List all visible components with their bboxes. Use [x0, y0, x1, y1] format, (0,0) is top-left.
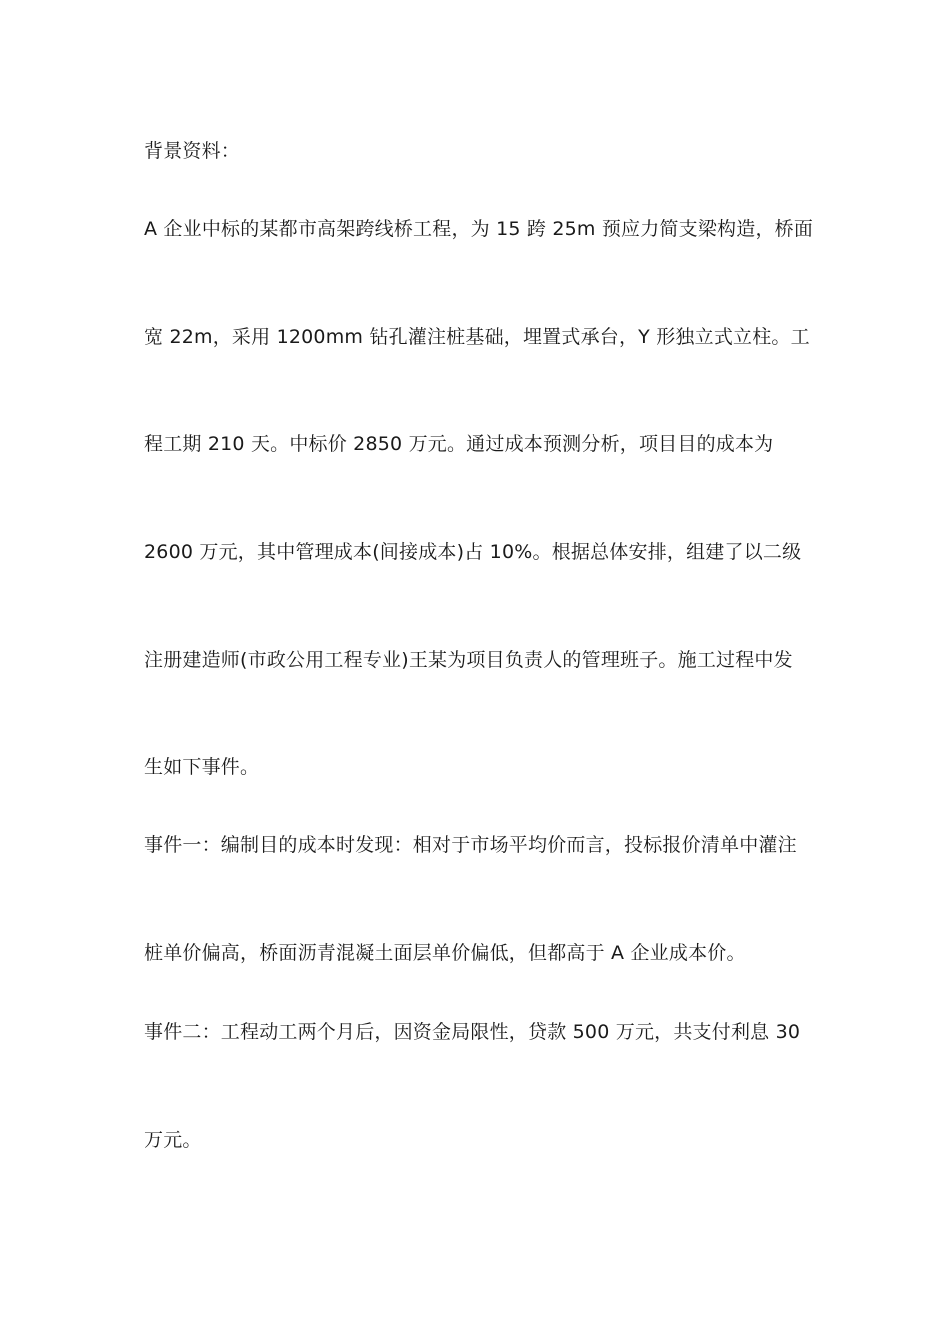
- event-one-line: 事件一：编制目的成本时发现：相对于市场平均价而言，投标报价清单中灌注: [144, 834, 797, 856]
- paragraph-line: 程工期 210 天。中标价 2850 万元。通过成本预测分析，项目目的成本为: [144, 433, 774, 455]
- paragraph-line: 万元。: [144, 1129, 202, 1151]
- paragraph-line: 生如下事件。: [144, 756, 260, 778]
- paragraph-line: 2600 万元，其中管理成本(间接成本)占 10%。根据总体安排，组建了以二级: [144, 541, 802, 563]
- event-two-line: 事件二：工程动工两个月后，因资金局限性，贷款 500 万元，共支付利息 30: [144, 1021, 801, 1043]
- paragraph-line: A 企业中标的某都市高架跨线桥工程，为 15 跨 25m 预应力简支梁构造，桥面: [144, 218, 814, 240]
- section-heading-background: 背景资料：: [144, 140, 241, 162]
- paragraph-line: 桩单价偏高，桥面沥青混凝土面层单价偏低，但都高于 A 企业成本价。: [144, 942, 746, 964]
- paragraph-line: 宽 22m，采用 1200mm 钻孔灌注桩基础，埋置式承台，Y 形独立式立柱。工: [144, 326, 810, 348]
- paragraph-line: 注册建造师(市政公用工程专业)王某为项目负责人的管理班子。施工过程中发: [144, 649, 793, 671]
